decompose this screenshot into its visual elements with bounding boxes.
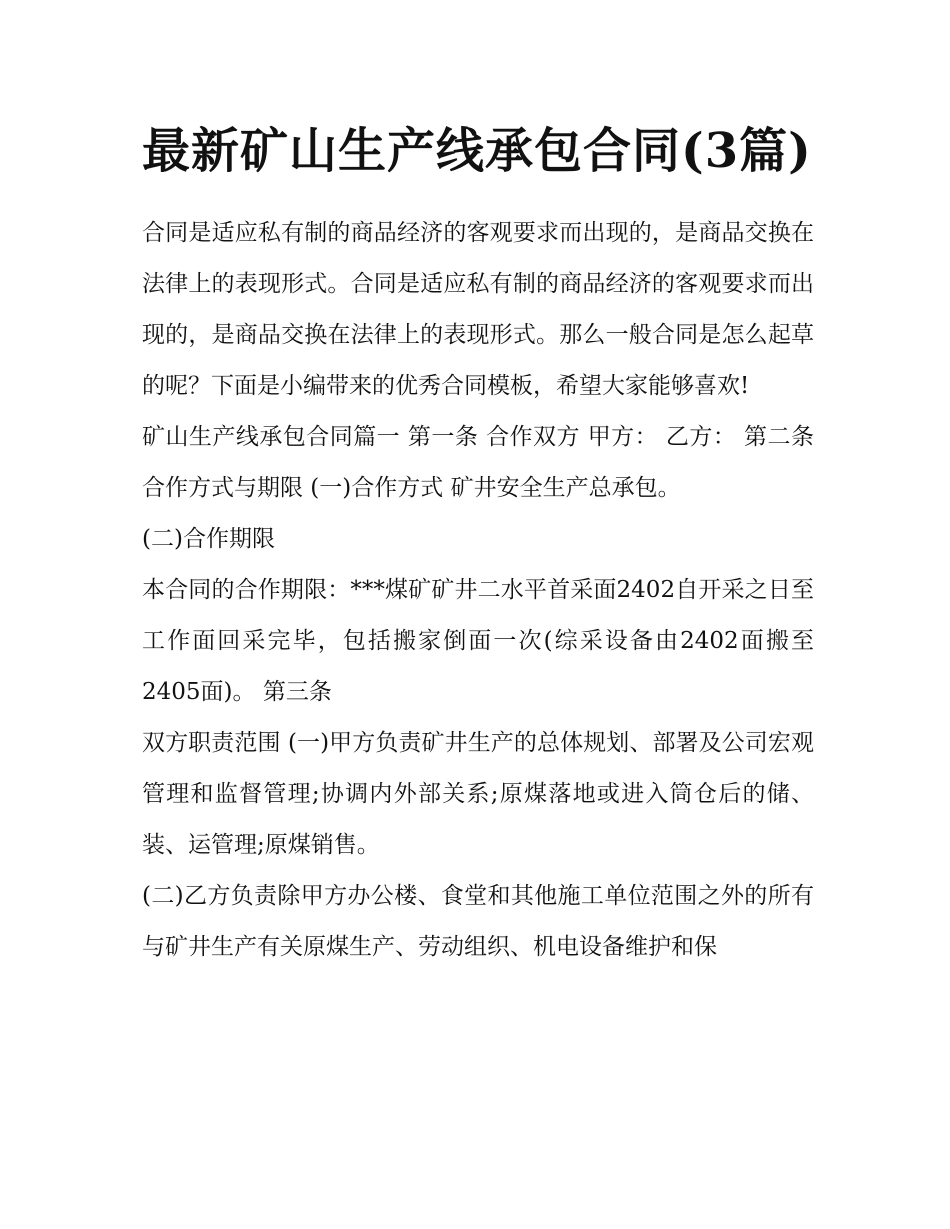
cooperation-term-paragraph: 本合同的合作期限：***煤矿矿井二水平首采面2402自开采之日至工作面回采完毕，包括搬家倒面一次(综采设备由2402面搬至2405面)。 第三条: [142, 577, 814, 705]
cooperation-term-heading: (二)合作期限: [142, 526, 275, 552]
responsibility-paragraph: 双方职责范围 (一)甲方负责矿井生产的总体规划、部署及公司宏观管理和监督管理;协调内外部关系;原煤落地或进入筒仓后的储、装、运管理;原煤销售。: [142, 730, 814, 858]
article-one-paragraph: 矿山生产线承包合同篇一 第一条 合作双方 甲方： 乙方： 第二条 合作方式与期限 (一)合作方式 矿井安全生产总承包。: [142, 424, 814, 501]
document-page: [142, 112, 814, 973]
intro-paragraph: 合同是适应私有制的商品经济的客观要求而出现的，是商品交换在法律上的表现形式。合同是适应私有制的商品经济的客观要求而出现的，是商品交换在法律上的表现形式。那么一般合同是怎么起草的呢？下面是小编带来的优秀合同模板，希望大家能够喜欢!: [142, 220, 814, 399]
party-b-responsibility-paragraph: (二)乙方负责除甲方办公楼、食堂和其他施工单位范围之外的所有与矿井生产有关原煤生产、劳动组织、机电设备维护和保: [142, 883, 814, 960]
document-title: 最新矿山生产线承包合同(3篇): [142, 123, 812, 179]
